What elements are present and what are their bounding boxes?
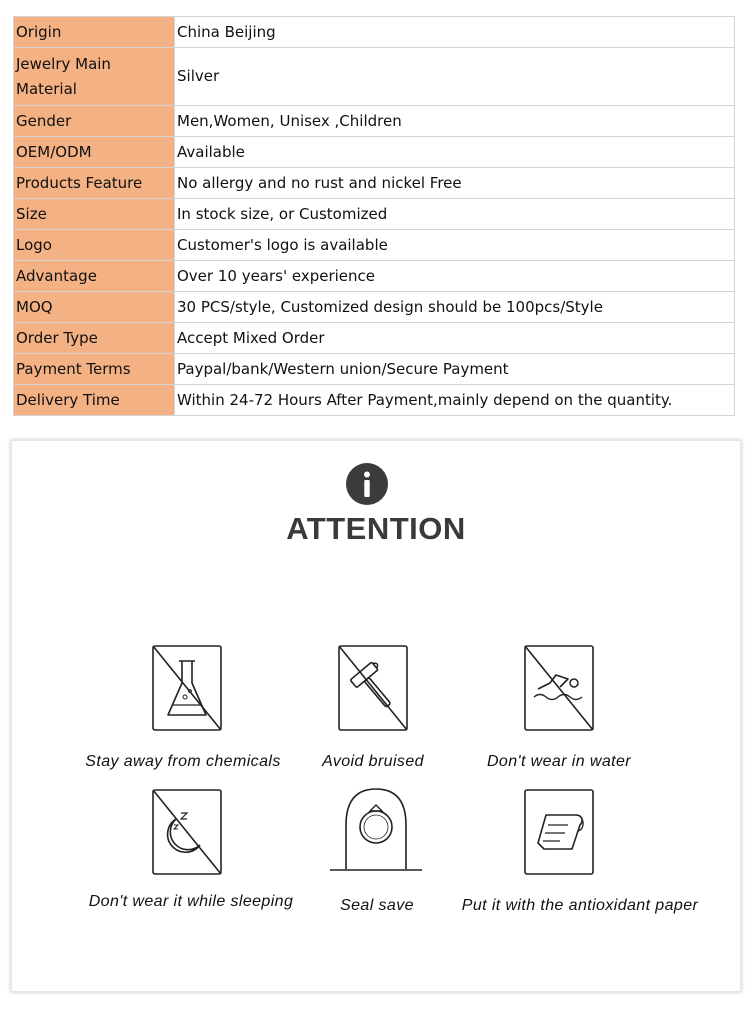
table-row [14,385,735,416]
row-label: Gender [14,106,175,137]
table-row [14,230,735,261]
no-chemicals-icon [152,645,222,731]
row-label: Order Type [14,323,175,354]
tip-label: Seal save [340,897,414,914]
table-row [14,48,735,106]
table-row [14,137,735,168]
tip-label: Put it with the antioxidant paper [461,897,699,914]
table-row [14,199,735,230]
table-row [14,292,735,323]
row-value: In stock size, or Customized [175,199,735,230]
row-label: Advantage [14,261,175,292]
row-value: 30 PCS/style, Customized design should be 100pcs/Style [175,292,735,323]
row-label: Payment Terms [14,354,175,385]
info-icon [346,463,388,505]
row-value: Silver [175,48,735,106]
row-value: Over 10 years' experience [175,261,735,292]
row-value: Accept Mixed Order [175,323,735,354]
row-value: No allergy and no rust and nickel Free [175,168,735,199]
row-label: Size [14,199,175,230]
row-value: Customer's logo is available [175,230,735,261]
row-label: Products Feature [14,168,175,199]
sealed-bag-icon [330,785,422,873]
no-swimming-icon [524,645,594,731]
row-value: Paypal/bank/Western union/Secure Payment [175,354,735,385]
row-value: Men,Women, Unisex ,Children [175,106,735,137]
row-label: Origin [14,17,175,48]
no-hammer-icon [338,645,408,731]
tip-label: Don't wear it while sleeping [88,893,294,910]
row-value: Within 24-72 Hours After Payment,mainly depend on the quantity. [175,385,735,416]
tip-label: Stay away from chemicals [85,753,281,770]
antioxidant-paper-icon [524,789,594,875]
attention-panel [11,440,741,992]
tip-label: Don't wear in water [486,753,632,770]
table-row [14,17,735,48]
row-label: Logo [14,230,175,261]
no-sleeping-icon [152,789,222,875]
row-label: Delivery Time [14,385,175,416]
row-label: Jewelry Main Material [14,48,175,106]
table-row [14,168,735,199]
table-row [14,261,735,292]
table-row [14,354,735,385]
table-row [14,106,735,137]
spec-table [13,16,735,416]
table-row [14,323,735,354]
row-value: China Beijing [175,17,735,48]
row-label: MOQ [14,292,175,323]
row-label: OEM/ODM [14,137,175,168]
tip-label: Avoid bruised [322,753,424,770]
row-value: Available [175,137,735,168]
attention-title: ATTENTION [286,511,466,546]
